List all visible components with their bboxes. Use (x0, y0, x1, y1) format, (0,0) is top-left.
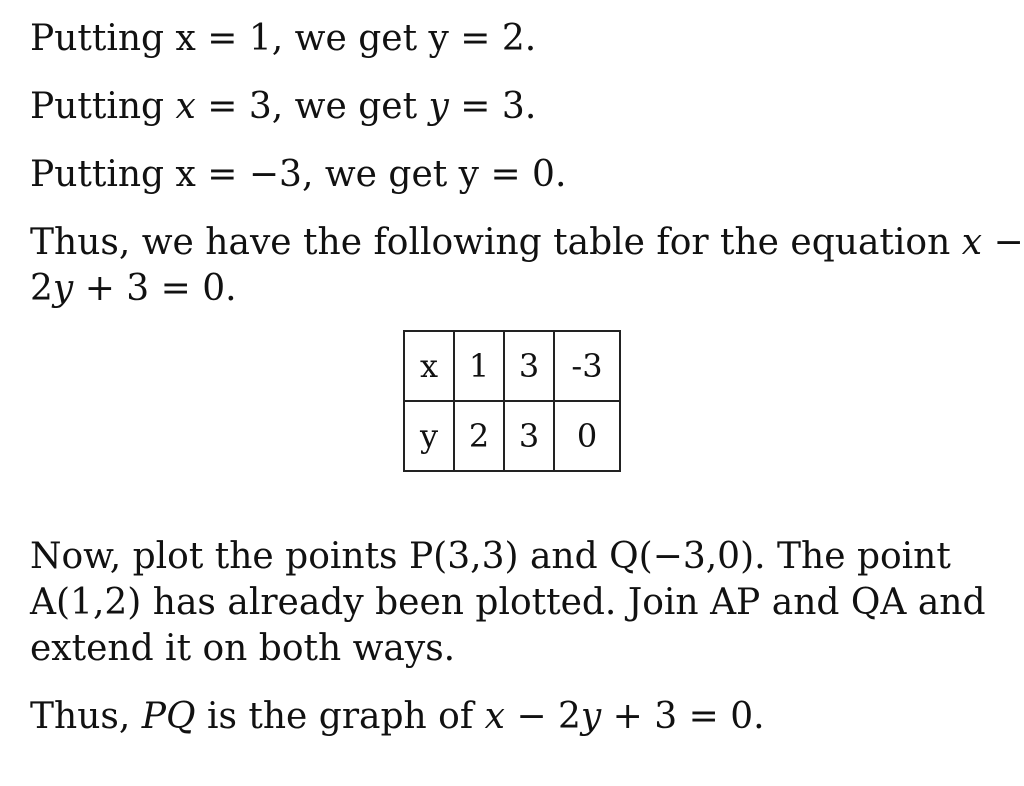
statement-text: Putting x = 1, we get y = 2. (30, 18, 537, 59)
statement-x-equals-3 (30, 84, 536, 130)
statement-text: extend it on both ways. (30, 628, 456, 669)
statement-text: + 3 = 0. (73, 268, 237, 309)
conclusion (30, 694, 765, 740)
statement-x-equals-1 (30, 16, 536, 62)
table-cell: -3 (554, 331, 620, 401)
statement-text: − (982, 222, 1024, 263)
table-cell: 3 (504, 401, 554, 471)
table-intro-equation (30, 266, 237, 312)
table-cell: 0 (554, 401, 620, 471)
plot-instruction-end (30, 626, 455, 672)
table-row-x (404, 331, 620, 401)
statement-text: Putting x = −3, we get y = 0. (30, 154, 567, 195)
variable-x: x (175, 86, 196, 127)
table-cell: x (404, 331, 454, 401)
variable-x: x (484, 696, 505, 737)
statement-text: Now, plot the points P(3,3) and Q(−3,0). The point (30, 536, 951, 577)
values-table (403, 330, 621, 472)
statement-text: = 3, we get (195, 86, 429, 127)
table-cell: 1 (454, 331, 504, 401)
table-cell: y (404, 401, 454, 471)
variable-x: x (961, 222, 983, 263)
statement-x-equals-minus-3 (30, 152, 566, 198)
plot-instruction (30, 534, 951, 580)
statement-text: Thus, (30, 696, 142, 737)
plot-instruction-cont (30, 580, 986, 626)
statement-text: = 3. (448, 86, 537, 127)
table-row-y (404, 401, 620, 471)
variable-y: y (428, 86, 449, 127)
statement-text: − 2 (504, 696, 581, 737)
table-intro (30, 220, 1024, 266)
statement-text: A(1,2) has already been plotted. Join AP and QA and (30, 582, 986, 623)
table-cell: 3 (504, 331, 554, 401)
variable-y: y (52, 268, 74, 309)
statement-text: Putting (30, 86, 176, 127)
line-pq: PQ (141, 696, 196, 737)
variable-y: y (580, 696, 602, 737)
table-cell: 2 (454, 401, 504, 471)
statement-text: + 3 = 0. (601, 696, 765, 737)
statement-text: Thus, we have the following table for the equation (30, 222, 962, 263)
statement-text: 2 (30, 268, 53, 309)
statement-text: is the graph of (195, 696, 485, 737)
